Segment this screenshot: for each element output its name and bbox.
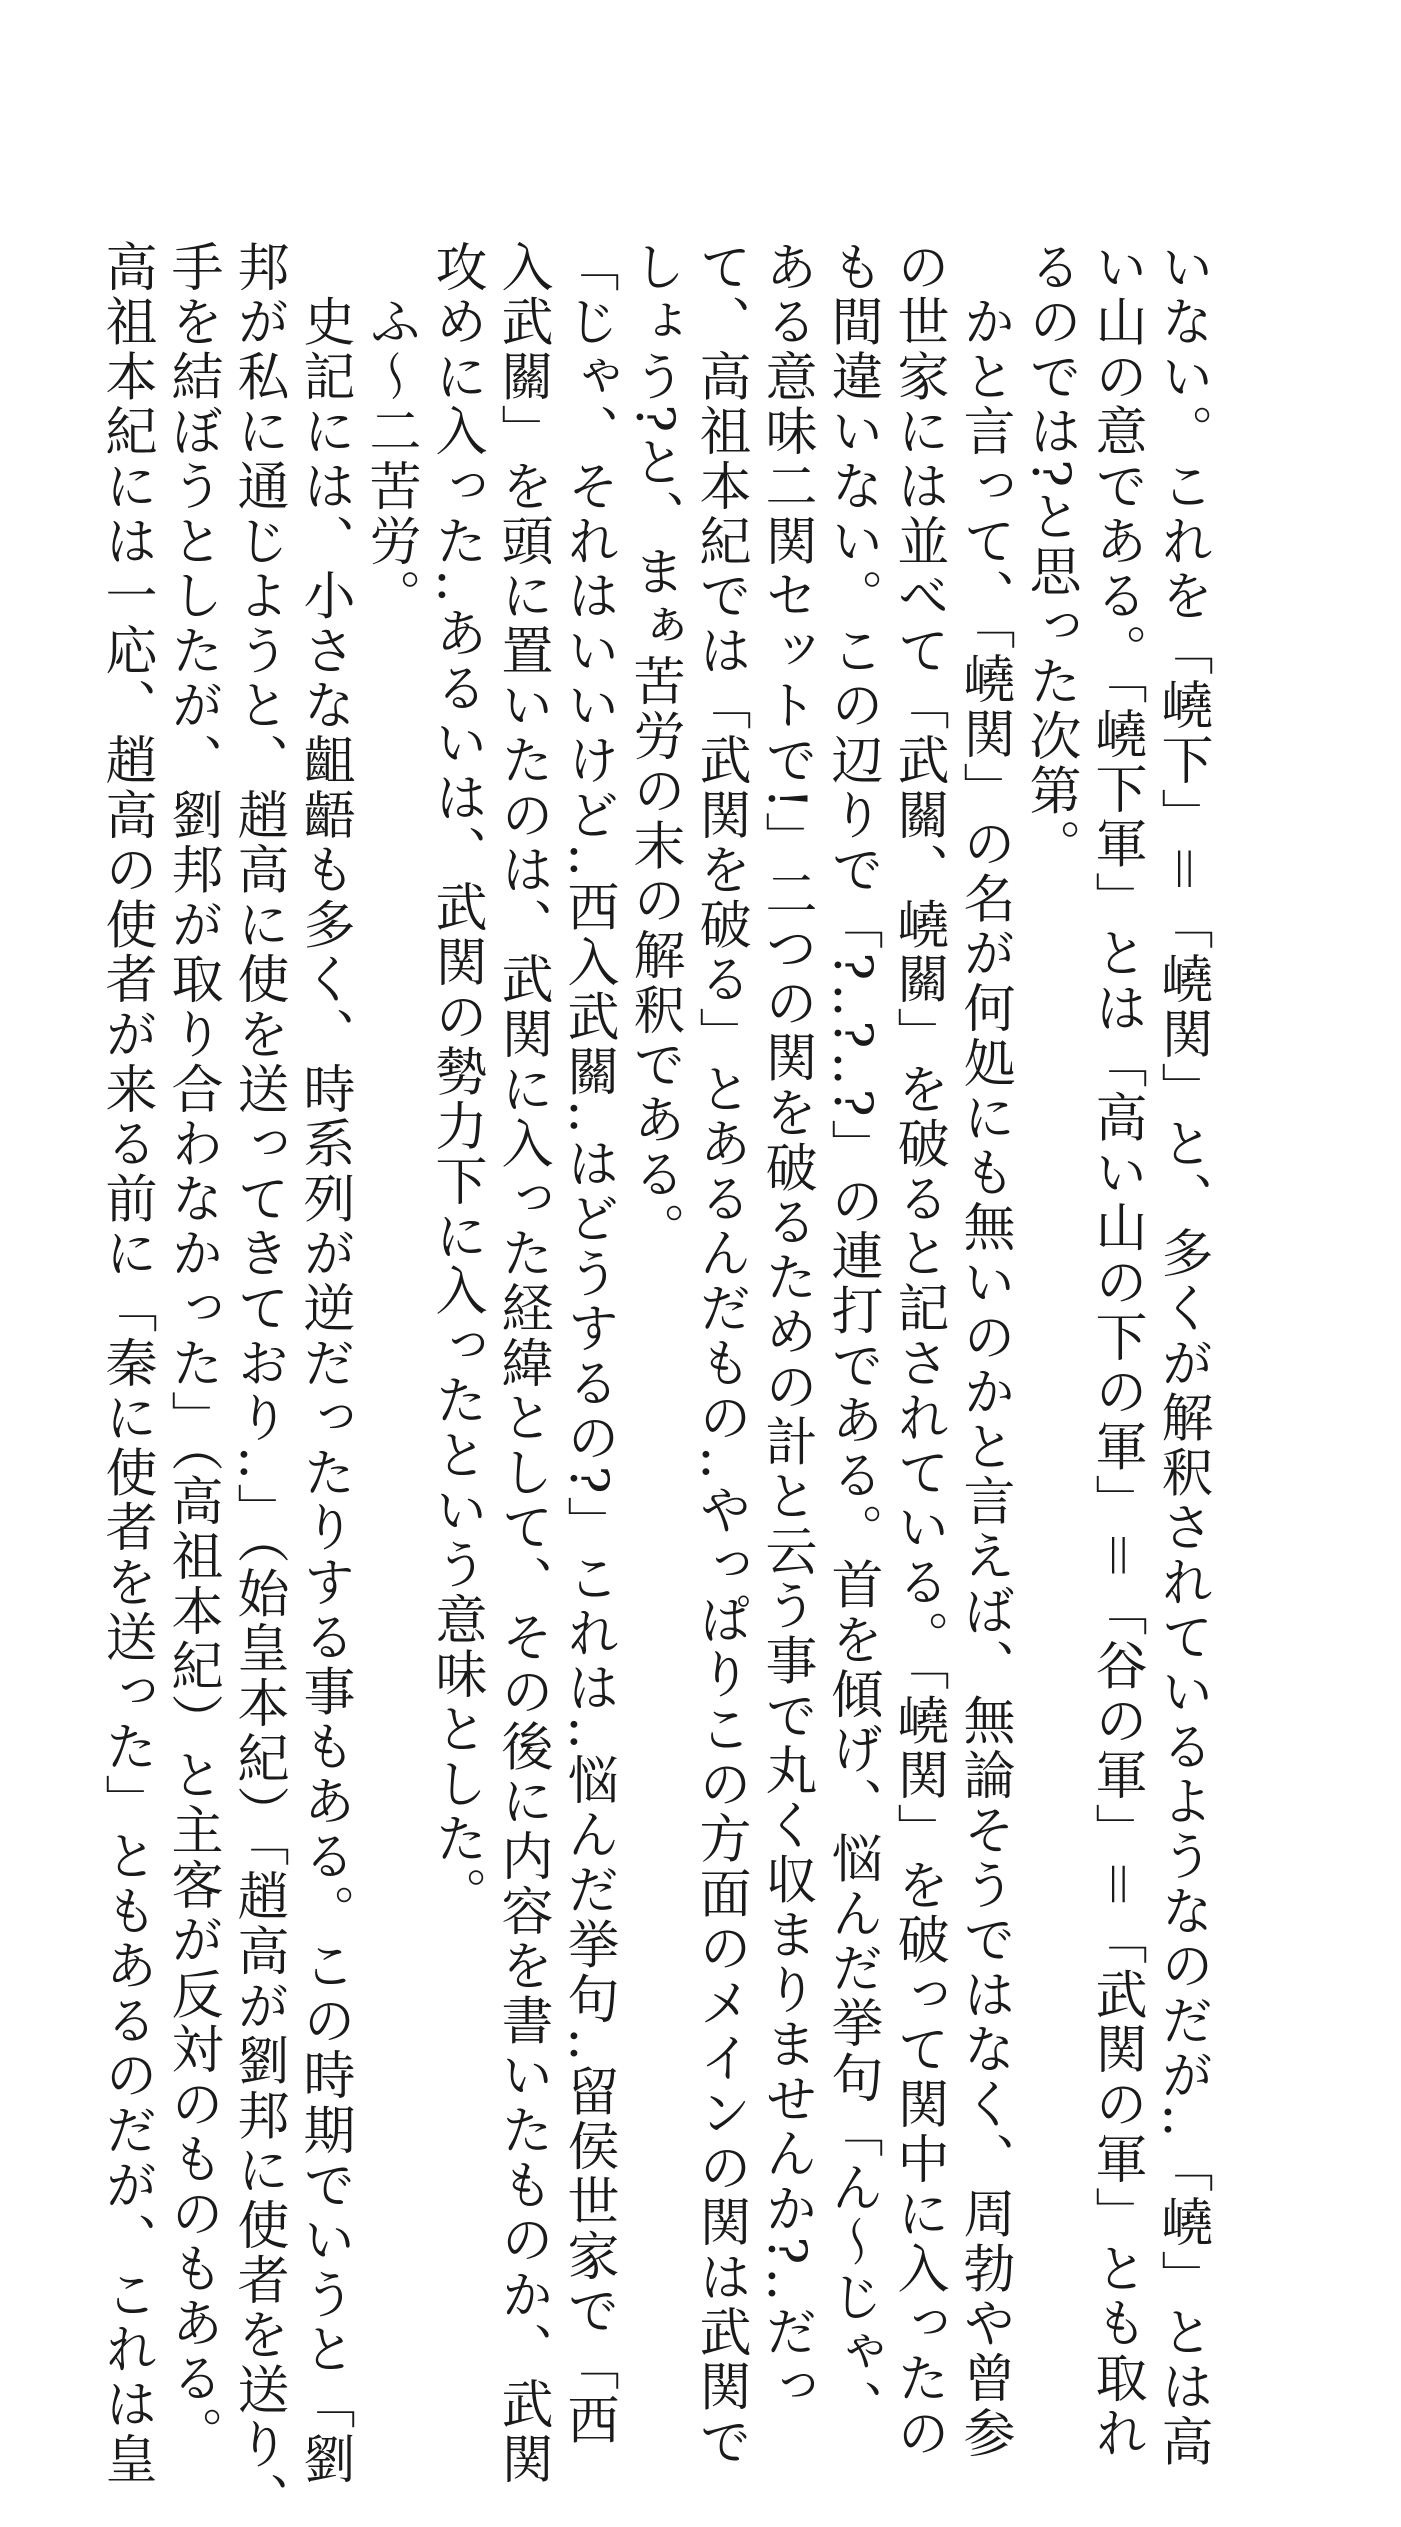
text-line: 入武關」を頭に置いたのは、武関に入った経緯として、その後に内容を書いたものか、武関: [492, 240, 552, 2487]
text-line: 攻めに入った‥あるいは、武関の勢力下に入ったという意味とした。: [426, 240, 486, 1922]
text-line: も間違いない。この辺りで「?‥?‥?」の連打である。首を傾げ、悩んだ挙句「ん〜じゃ、: [822, 240, 882, 2435]
vertical-text-body: [96, 240, 1215, 2527]
text-line: の世家には並べて「武關、嶢關」を破ると記されている。「嶢関」を破って関中に入ったの: [888, 240, 948, 2461]
text-line: 手を結ぼうとしたが、劉邦が取り合わなかった」（高祖本紀）と主客が反対のものもある。: [162, 240, 222, 2461]
text-line: て、高祖本紀では「武関を破る」とあるんだもの‥やっぱりこの方面のメインの関は武関で: [690, 240, 750, 2470]
text-line: 邦が私に通じようと、趙高に使を送ってきており‥」（始皇本紀）「趙高が劉邦に使者を送り、: [228, 240, 288, 2527]
text-line: 史記には、小さな齟齬も多く、時系列が逆だったりする事もある。この時期でいうと「劉: [294, 240, 354, 2487]
text-line: いない。これを「嶢下」＝「嶢関」と、多くが解釈されているようなのだが‥「嶢」とは高: [1152, 240, 1212, 2470]
text-line: かと言って、「嶢関」の名が何処にも無いのかと言えば、無論そうではなく、周勃や曾参: [954, 240, 1014, 2461]
text-line: ふ〜二苦労。: [360, 240, 420, 624]
text-line: い山の意である。「嶢下軍」とは「高い山の下の軍」＝「谷の軍」＝「武関の軍」とも取れ: [1086, 240, 1146, 2461]
text-line: ある意味二関セットで!」二つの関を破るための計と云う事で丸く収まりませんか?‥だっ: [756, 240, 816, 2415]
text-line: るのでは?と思った次第。: [1020, 240, 1080, 874]
text-line: しょう?と、まぁ苦労の末の解釈である。: [624, 240, 684, 1258]
text-line: 高祖本紀には一応、趙高の使者が来る前に「秦に使者を送った」ともあるのだが、これは皇: [96, 240, 156, 2487]
text-line: 「じゃ、それはいいけど‥西入武關‥はどうするの?」これは‥悩んだ挙句‥留侯世家で「西: [558, 240, 618, 2449]
